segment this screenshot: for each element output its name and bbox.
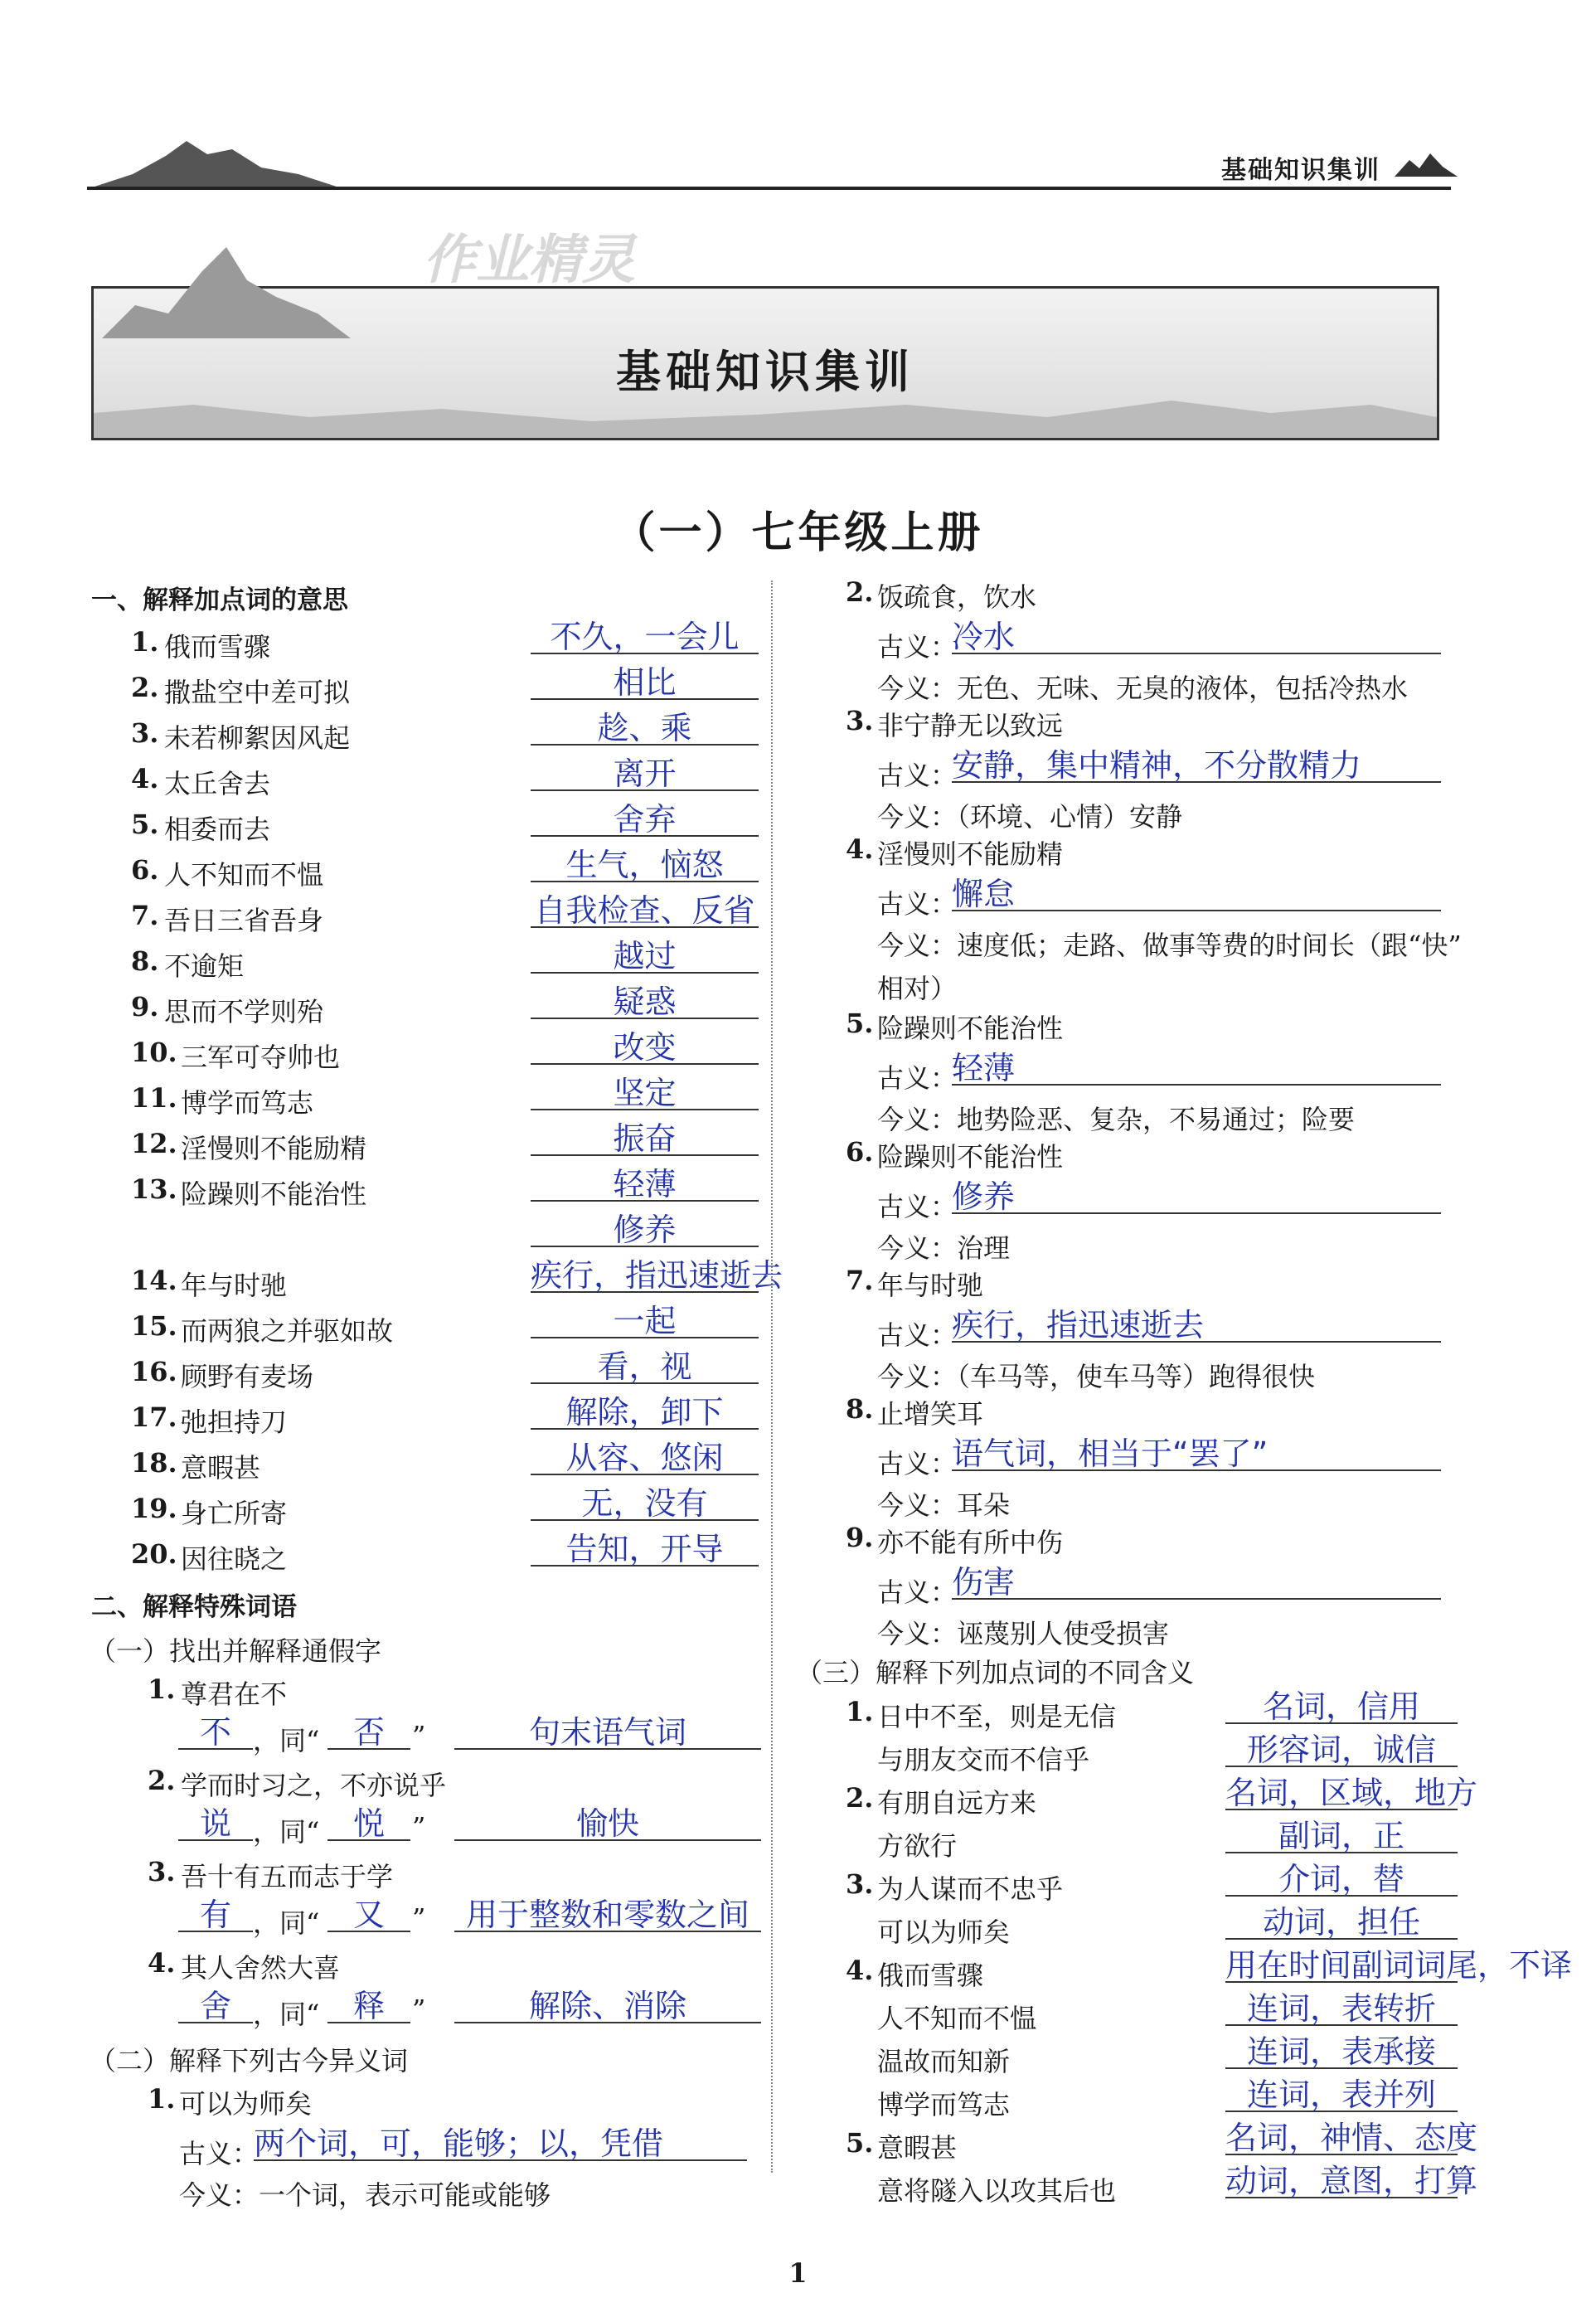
answer-line: [531, 930, 759, 974]
answer-line: [531, 1523, 759, 1567]
item-number: 2.: [148, 1765, 176, 1796]
gu-label: 古义：: [179, 2138, 260, 2169]
item-text: 弛担持刀: [181, 1406, 288, 1438]
section-title: （一）七年级上册: [612, 508, 984, 558]
answer-line: [531, 1387, 759, 1430]
item-number: 16.: [131, 1356, 177, 1387]
item-number: 15.: [131, 1310, 177, 1342]
answer-line: [1225, 2026, 1458, 2069]
header-rule: [87, 187, 1451, 190]
answer-text: 舍弃: [613, 801, 677, 838]
answer-text: 改变: [613, 1029, 677, 1066]
blank-meaning-text: 句末语气词: [528, 1714, 686, 1751]
part1-heading: 一、解释加点词的意思: [91, 585, 348, 615]
jin-text: 今义：诬蔑别人使受损害: [877, 1618, 1170, 1649]
answer-text: 动词，担任: [1262, 1904, 1420, 1941]
blank-b-text: 又: [352, 1897, 385, 1933]
item-text: 因往晓之: [181, 1543, 288, 1575]
item-text: 吾日三省吾身: [164, 905, 324, 936]
tong-label: ，同“: [253, 1725, 320, 1756]
answer-line: [531, 1250, 783, 1294]
item-text: 方欲行: [877, 1830, 958, 1862]
item-text: 饭疏食，饮水: [877, 581, 1037, 613]
item-text: 非宁静无以致远: [877, 710, 1064, 741]
gu-label: 古义：: [877, 1576, 958, 1608]
item-text: 太丘舍去: [164, 768, 271, 799]
item-text: 博学而笃志: [877, 2089, 1011, 2120]
blank-meaning: [454, 1980, 761, 2023]
blank-b-text: 否: [352, 1714, 385, 1751]
gu-answer-text: 两个词，可，能够；以，凭借: [254, 2125, 664, 2162]
answer-line: [531, 702, 759, 746]
jin-text: 今义：无色、无味、无臭的液体，包括冷热水: [877, 673, 1409, 704]
item-number: 7.: [846, 1265, 874, 1296]
gu-label: 古义：: [877, 760, 958, 791]
item-number: 3.: [846, 1868, 874, 1900]
answer-text: 修养: [613, 1212, 677, 1248]
item-text: 亦不能有所中伤: [877, 1527, 1064, 1558]
gu-answer-text: 冷水: [952, 619, 1016, 655]
gu-answer-text: 伤害: [952, 1564, 1016, 1601]
tong-label: ，同“: [253, 1999, 320, 2030]
gu-answer-line: [952, 1171, 1441, 1214]
answer-line: [531, 1158, 759, 1202]
column-divider: [771, 580, 773, 2173]
item-text: 险躁则不能治性: [181, 1178, 367, 1210]
item-text: 与朋友交而不信乎: [877, 1744, 1090, 1775]
answer-text: 副词，正: [1278, 1818, 1404, 1854]
item-text: 日中不至，则是无信: [877, 1701, 1117, 1732]
answer-line: [1225, 1940, 1573, 1984]
answer-text: 离开: [613, 755, 677, 792]
item-number: 18.: [131, 1447, 177, 1479]
item-number: 5.: [131, 809, 159, 840]
blank-b: [327, 1707, 410, 1750]
item-text: 其人舍然大喜: [181, 1952, 341, 1984]
item-text: 意暇甚: [181, 1452, 261, 1484]
blank-a: [178, 1980, 253, 2023]
item-text: 尊君在不: [181, 1678, 288, 1710]
tong-label: ，同“: [253, 1816, 320, 1848]
answer-line: [531, 1432, 759, 1475]
sub2-heading: （二）解释下列古今异义词: [90, 2045, 409, 2077]
answer-line: [531, 885, 759, 928]
banner: [91, 286, 1439, 440]
item-number: 6.: [131, 854, 159, 886]
item-text: 意将隧入以攻其后也: [877, 2175, 1117, 2207]
item-text: 险躁则不能治性: [877, 1013, 1064, 1044]
answer-text: 连词，表承接: [1246, 2033, 1436, 2070]
blank-a: [178, 1798, 253, 1841]
answer-line: [1225, 2112, 1478, 2156]
item-number: 2.: [846, 1782, 874, 1814]
item-number: 1.: [148, 1673, 176, 1705]
gu-label: 古义：: [877, 1062, 958, 1094]
answer-line: [1225, 1724, 1458, 1767]
item-text: 温故而知新: [877, 2046, 1011, 2077]
blank-a: [178, 1707, 253, 1750]
answer-line: [1225, 1853, 1458, 1897]
item-number: 1.: [846, 1696, 874, 1727]
item-number: 11.: [131, 1082, 177, 1114]
blank-meaning: [454, 1798, 761, 1841]
answer-text: 连词，表并列: [1246, 2077, 1436, 2113]
item-number: 3.: [148, 1856, 176, 1887]
answer-line: [531, 839, 759, 882]
blank-a: [178, 1889, 253, 1932]
item-text: 未若柳絮因风起: [164, 722, 351, 754]
item-text: 人不知而不愠: [877, 2003, 1037, 2034]
sub3-heading: （三）解释下列加点词的不同含义: [796, 1657, 1195, 1688]
blank-b-text: 释: [352, 1988, 385, 2024]
blank-meaning-text: 解除、消除: [528, 1988, 686, 2024]
answer-line: [531, 657, 759, 700]
banner-title: 基础知识集训: [616, 345, 914, 398]
item-text: 而两狼之并驱如故: [181, 1315, 394, 1347]
answer-text: 一起: [613, 1303, 677, 1339]
answer-line: [1225, 2155, 1478, 2199]
answer-line: [531, 748, 759, 791]
answer-text: 用在时间副词词尾，不译: [1225, 1947, 1573, 1984]
item-number: 1.: [148, 2083, 176, 2115]
answer-line: [531, 611, 759, 654]
tong-label: ，同“: [253, 1907, 320, 1939]
gu-answer-line: [952, 1428, 1441, 1471]
answer-text: 生气，恼怒: [565, 847, 724, 883]
item-text: 顾野有麦场: [181, 1361, 314, 1392]
item-text: 止增笑耳: [877, 1398, 984, 1430]
item-text: 为人谋而不忠乎: [877, 1873, 1064, 1905]
blank-b-text: 悦: [352, 1805, 385, 1842]
item-number: 20.: [131, 1538, 177, 1570]
answer-text: 看，视: [597, 1348, 692, 1385]
answer-text: 轻薄: [613, 1166, 677, 1202]
item-number: 8.: [131, 945, 159, 977]
item-number: 2.: [846, 576, 874, 608]
answer-text: 无，没有: [581, 1485, 708, 1522]
item-text: 俄而雪骤: [877, 1960, 984, 1991]
gu-answer-line: [952, 1299, 1441, 1343]
answer-text: 从容、悠闲: [565, 1440, 724, 1476]
item-text: 可以为师矣: [179, 2088, 313, 2120]
item-text: 淫慢则不能励精: [181, 1133, 367, 1164]
item-number: 17.: [131, 1401, 177, 1433]
gu-answer-line: [952, 868, 1441, 911]
item-text: 思而不学则殆: [164, 996, 324, 1027]
answer-text: 不久，一会儿: [550, 619, 740, 655]
answer-line: [1225, 1983, 1458, 2026]
item-text: 年与时驰: [181, 1270, 288, 1301]
answer-text: 形容词，诚信: [1246, 1732, 1436, 1768]
item-text: 可以为师矣: [877, 1916, 1011, 1948]
answer-text: 动词，意图，打算: [1225, 2163, 1478, 2199]
answer-text: 解除，卸下: [565, 1394, 724, 1431]
item-text: 三军可夺帅也: [181, 1042, 341, 1073]
answer-line: [1225, 1681, 1458, 1724]
answer-text: 连词，表转折: [1246, 1990, 1436, 2027]
item-number: 19.: [131, 1493, 177, 1524]
item-text: 俄而雪骤: [164, 631, 271, 663]
blank-meaning-text: 用于整数和零数之间: [465, 1897, 749, 1933]
item-number: 14.: [131, 1265, 177, 1296]
gu-answer-text: 懈怠: [952, 876, 1016, 912]
jin-text-cont: 相对）: [877, 973, 958, 1004]
item-text: 年与时驰: [877, 1270, 984, 1301]
mountain-small-icon: [1393, 145, 1459, 178]
jin-text: 今义：治理: [877, 1232, 1011, 1264]
item-text: 身亡所寄: [181, 1498, 288, 1529]
item-number: 4.: [131, 763, 159, 794]
item-number: 10.: [131, 1037, 177, 1068]
answer-text: 相比: [613, 664, 677, 701]
gu-answer-text: 安静，集中精神，不分散精力: [952, 747, 1362, 784]
gu-answer-text: 轻薄: [952, 1050, 1016, 1086]
item-number: 6.: [846, 1136, 874, 1168]
gu-answer-text: 修养: [952, 1178, 1016, 1215]
answer-text: 振奋: [613, 1120, 677, 1157]
answer-line: [531, 794, 759, 837]
answer-text: 介词，替: [1278, 1861, 1404, 1897]
close-quote: ”: [412, 1902, 426, 1934]
answer-line: [531, 1113, 759, 1156]
item-number: 3.: [846, 705, 874, 736]
gu-answer-line: [254, 2118, 747, 2161]
answer-text: 名词，神情、态度: [1225, 2120, 1478, 2156]
answer-text: 坚定: [613, 1075, 677, 1111]
answer-line: [531, 1022, 759, 1065]
answer-line: [1225, 2069, 1458, 2112]
jin-text: 今义：（车马等，使车马等）跑得很快: [877, 1361, 1316, 1392]
answer-text: 疾行，指迅速逝去: [531, 1257, 783, 1294]
item-number: 8.: [846, 1393, 874, 1425]
page-number: 1: [788, 2257, 808, 2289]
answer-line: [531, 976, 759, 1019]
watermark: 作业精灵: [423, 230, 635, 291]
gu-label: 古义：: [877, 1191, 958, 1222]
answer-line: [531, 1478, 759, 1521]
jin-text: 今义：速度低；走路、做事等费的时间长（跟“快”: [877, 930, 1462, 961]
item-number: 2.: [131, 672, 159, 703]
blank-meaning: [454, 1707, 761, 1750]
close-quote: ”: [412, 1811, 426, 1843]
answer-line: [1225, 1897, 1458, 1940]
gu-answer-text: 疾行，指迅速逝去: [952, 1307, 1205, 1343]
gu-answer-line: [952, 611, 1441, 654]
answer-text: 名词，信用: [1262, 1688, 1420, 1725]
jin-text: 今义：一个词，表示可能或能够: [179, 2179, 551, 2211]
banner-peak-icon: [102, 239, 351, 338]
answer-text: 趁、乘: [597, 710, 692, 746]
answer-text: 名词，区域，地方: [1225, 1775, 1478, 1811]
gu-answer-line: [952, 1557, 1441, 1600]
answer-text: 自我检查、反省: [534, 892, 755, 929]
item-number: 4.: [846, 1955, 874, 1986]
answer-line: [531, 1067, 759, 1110]
blank-b: [327, 1889, 410, 1932]
item-number: 5.: [846, 1008, 874, 1039]
jin-text: 今义：（环境、心情）安静: [877, 801, 1183, 833]
answer-line: [531, 1295, 759, 1338]
item-number: 3.: [131, 717, 159, 749]
item-number: 12.: [131, 1128, 177, 1159]
blank-a-text: 不: [199, 1714, 231, 1751]
close-quote: ”: [412, 1994, 426, 2025]
answer-line: [1225, 1810, 1458, 1853]
item-number: 4.: [846, 833, 874, 865]
sub1-heading: （一）找出并解释通假字: [90, 1635, 382, 1667]
gu-answer-line: [952, 1042, 1441, 1086]
close-quote: ”: [412, 1720, 426, 1751]
item-text: 意暇甚: [877, 2132, 958, 2164]
item-number: 13.: [131, 1173, 177, 1205]
item-text: 学而时习之，不亦说乎: [181, 1770, 447, 1801]
item-text: 吾十有五而志于学: [181, 1861, 394, 1892]
blank-a-text: 有: [199, 1897, 231, 1933]
answer-text: 告知，开导: [565, 1531, 724, 1567]
item-text: 不逾矩: [164, 950, 245, 982]
answer-text: 疑惑: [613, 984, 677, 1020]
item-text: 相委而去: [164, 814, 271, 845]
item-number: 5.: [846, 2127, 874, 2159]
item-number: 9.: [846, 1522, 874, 1553]
answer-text: 越过: [613, 938, 677, 974]
item-number: 1.: [131, 626, 159, 658]
answer-line: [1225, 1767, 1478, 1811]
item-text: 博学而笃志: [181, 1087, 314, 1119]
gu-answer-line: [952, 740, 1441, 783]
blank-a-text: 说: [199, 1805, 231, 1842]
gu-label: 古义：: [877, 631, 958, 663]
blank-meaning: [454, 1889, 761, 1932]
item-number: 7.: [131, 900, 159, 931]
item-text: 人不知而不愠: [164, 859, 324, 891]
answer-line: [531, 1341, 759, 1384]
item-text: 险躁则不能治性: [877, 1141, 1064, 1173]
answer-line: [531, 1204, 759, 1247]
mountain-icon: [83, 124, 348, 191]
blank-meaning-text: 愉快: [575, 1805, 639, 1842]
header-label: 基础知识集训: [1221, 156, 1380, 185]
item-text: 有朋自远方来: [877, 1787, 1037, 1819]
jin-text: 今义：耳朵: [877, 1489, 1011, 1521]
gu-label: 古义：: [877, 888, 958, 920]
blank-b: [327, 1798, 410, 1841]
item-number: 4.: [148, 1947, 176, 1979]
blank-b: [327, 1980, 410, 2023]
gu-answer-text: 语气词，相当于“罢了”: [952, 1435, 1269, 1472]
gu-label: 古义：: [877, 1448, 958, 1479]
item-text: 淫慢则不能励精: [877, 838, 1064, 870]
gu-label: 古义：: [877, 1319, 958, 1351]
blank-a-text: 舍: [199, 1988, 231, 2024]
item-text: 撒盐空中差可拟: [164, 677, 351, 708]
jin-text: 今义：地势险恶、复杂，不易通过；险要: [877, 1104, 1356, 1135]
part2-heading: 二、解释特殊词语: [91, 1592, 297, 1622]
item-number: 9.: [131, 991, 159, 1022]
